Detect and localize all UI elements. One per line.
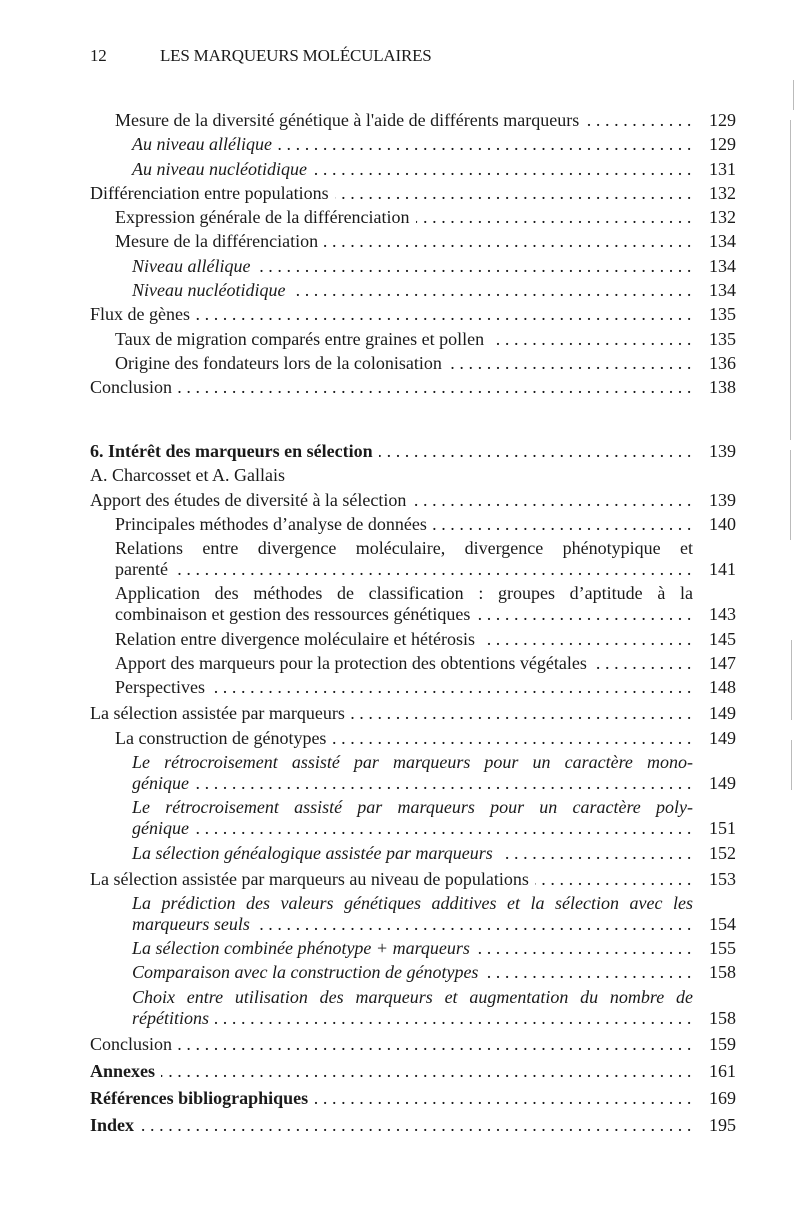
toc-page-number: 131: [709, 158, 736, 179]
dot-leader: [448, 353, 696, 374]
toc-entry[interactable]: [90, 1115, 736, 1136]
toc-entry-title: La construction de génotypes: [115, 727, 327, 748]
toc-page-number: 149: [709, 727, 736, 748]
toc-entry-title: Niveau allélique: [132, 255, 251, 276]
toc-entry-title: répétitions: [132, 1007, 209, 1028]
toc-page-number: 143: [709, 604, 736, 625]
dot-leader: [593, 653, 696, 674]
scan-edge-mark: [791, 640, 792, 720]
toc-entry-row: [132, 280, 736, 301]
toc-page-number: 152: [709, 842, 736, 863]
toc-entry[interactable]: [90, 538, 736, 580]
toc-entry-row: [115, 207, 736, 228]
scan-edge-mark: [793, 80, 794, 110]
dot-leader: [278, 134, 696, 155]
toc-entry-row: [115, 110, 736, 131]
dot-leader: [140, 1115, 696, 1136]
toc-entry-title-line: Le rétrocroisement assisté par marqueurs pour un caractère poly-: [132, 797, 693, 818]
toc-entry-row: [115, 353, 736, 374]
toc-page-number: 158: [709, 962, 736, 983]
toc-entry-title: La sélection généalogique assistée par marqueurs: [132, 842, 493, 863]
dot-leader: [490, 329, 696, 350]
toc-entry[interactable]: [90, 797, 736, 839]
toc-entry-row: [115, 604, 736, 625]
dot-leader: [499, 843, 696, 864]
toc-entry[interactable]: [90, 869, 736, 890]
toc-entry-row: [115, 231, 736, 252]
toc-entry-title-line: Le rétrocroisement assisté par marqueurs pour un caractère mono-: [132, 751, 693, 772]
toc-entry-title-line: Relations entre divergence moléculaire, divergence phénotypique et: [115, 538, 693, 559]
toc-entry[interactable]: [90, 465, 736, 486]
toc-page-number: 135: [709, 328, 736, 349]
toc-entry-title: 6. Intérêt des marqueurs en sélection: [90, 441, 373, 461]
toc-entry[interactable]: [90, 514, 736, 535]
toc-entry[interactable]: [90, 677, 736, 698]
toc-entry-row: [132, 914, 736, 935]
toc-entry-title: A. Charcosset et A. Gallais: [90, 465, 285, 486]
dot-leader: [484, 962, 696, 983]
dot-leader: [416, 207, 696, 228]
dot-leader: [161, 1061, 696, 1082]
toc-entry-row: [115, 329, 736, 350]
dot-leader: [195, 773, 696, 794]
toc-entry-row: [115, 653, 736, 674]
dot-leader: [535, 869, 696, 890]
toc-entry-row: [90, 869, 736, 890]
toc-entry[interactable]: [90, 1088, 736, 1109]
toc-entry-row: [90, 441, 736, 462]
dot-leader: [314, 1088, 696, 1109]
toc-entry-title: parenté: [115, 559, 168, 580]
toc-entry[interactable]: [90, 110, 736, 131]
toc-entry-row: [90, 703, 736, 724]
toc-entry[interactable]: [90, 893, 736, 935]
toc-page-number: 155: [709, 938, 736, 959]
dot-leader: [433, 514, 696, 535]
toc-page-number: 195: [709, 1114, 736, 1135]
toc-page-number: 134: [709, 280, 736, 301]
toc-entry-title: La sélection assistée par marqueurs: [90, 703, 345, 724]
toc-entry-row: [132, 773, 736, 794]
toc-entry-title: Index: [90, 1114, 135, 1135]
toc-entry-title: Conclusion: [90, 377, 173, 398]
running-title: LES MARQUEURS MOLÉCULAIRES: [160, 46, 432, 65]
page-number: 12: [90, 46, 107, 65]
toc-entry-title: Conclusion: [90, 1033, 173, 1054]
toc-entry-row: [132, 818, 736, 839]
toc-page-number: 138: [709, 377, 736, 398]
dot-leader: [324, 231, 696, 252]
toc-entry-row: [115, 629, 736, 650]
dot-leader: [178, 1034, 696, 1055]
toc-page-number: 129: [709, 134, 736, 155]
toc-entry-title: génique: [132, 772, 189, 793]
toc-entry-row: [90, 465, 736, 486]
toc-entry-row: [132, 134, 736, 155]
toc-entry-row: [132, 159, 736, 180]
toc-entry-row: [132, 962, 736, 983]
toc-page-number: 140: [709, 513, 736, 534]
toc-entry-title: génique: [132, 818, 189, 839]
running-header: [90, 46, 432, 66]
toc-entry-row: [90, 1115, 736, 1136]
toc-entry-title-line: Application des méthodes de classification : groupes d’aptitude à la: [115, 583, 693, 604]
toc-page-number: 148: [709, 677, 736, 698]
toc-entry[interactable]: [90, 653, 736, 674]
toc-entry[interactable]: [90, 353, 736, 374]
toc-entry-title: Principales méthodes d’analyse de données: [115, 513, 427, 534]
toc-entry-title: Flux de gènes: [90, 304, 190, 325]
toc-entry[interactable]: [90, 256, 736, 277]
toc-page-number: 154: [709, 913, 736, 934]
toc-page-number: 159: [709, 1033, 736, 1054]
dot-leader: [332, 728, 696, 749]
toc-entry[interactable]: [90, 938, 736, 959]
toc-page-number: 158: [709, 1007, 736, 1028]
toc-page-number: 161: [709, 1060, 736, 1081]
toc-page-number: 147: [709, 653, 736, 674]
toc-entry-title-line: Choix entre utilisation des marqueurs et augmentation du nombre de: [132, 986, 693, 1007]
toc-entry-title: combinaison et gestion des ressources génétiques: [115, 604, 471, 625]
scan-edge-mark: [790, 450, 791, 540]
dot-leader: [585, 110, 696, 131]
toc-entry-row: [132, 843, 736, 864]
toc-entry-title: Comparaison avec la construction de génotypes: [132, 962, 479, 983]
dot-leader: [313, 159, 696, 180]
toc-entry[interactable]: [90, 583, 736, 625]
toc-entry-row: [90, 1088, 736, 1109]
toc-page-number: 169: [709, 1087, 736, 1108]
toc-page-number: 139: [709, 489, 736, 510]
toc-entry[interactable]: [90, 280, 736, 301]
toc-entry[interactable]: [90, 207, 736, 228]
dot-leader: [195, 818, 696, 839]
toc-section-chapter-5-continued: [90, 110, 736, 402]
toc-entry[interactable]: [90, 329, 736, 350]
dot-leader: [174, 559, 696, 580]
toc-entry-row: [132, 256, 736, 277]
toc-entry[interactable]: [90, 629, 736, 650]
toc-entry-title: La sélection combinée phénotype + marqueurs: [132, 938, 470, 959]
toc-page-number: 129: [709, 110, 736, 130]
dot-leader: [211, 677, 696, 698]
scan-edge-mark: [791, 740, 792, 790]
toc-entry-title: La sélection assistée par marqueurs au niveau de populations: [90, 868, 529, 889]
dot-leader: [379, 441, 696, 462]
dot-leader: [178, 377, 696, 398]
toc-section-chapter-6: [90, 441, 736, 1139]
toc-entry[interactable]: [90, 183, 736, 204]
toc-page-number: 139: [709, 441, 736, 461]
toc-entry[interactable]: [90, 490, 736, 511]
toc-entry-row: [90, 1061, 736, 1082]
scan-edge-mark: [790, 120, 791, 440]
toc-entry-row: [115, 677, 736, 698]
toc-entry[interactable]: [90, 1034, 736, 1055]
toc-entry[interactable]: [90, 962, 736, 983]
toc-entry-title: Au niveau allélique: [132, 134, 272, 155]
toc-entry-title: Mesure de la différenciation: [115, 231, 319, 252]
dot-leader: [351, 703, 696, 724]
toc-entry-title: Au niveau nucléotidique: [132, 158, 307, 179]
toc-entry-row: [115, 514, 736, 535]
toc-entry-row: [90, 1034, 736, 1055]
toc-page-number: 136: [709, 352, 736, 373]
toc-entry-title: Taux de migration comparés entre graines et pollen: [115, 328, 485, 349]
toc-entry-title: Mesure de la diversité génétique à l'aide de différents marqueurs: [115, 110, 580, 130]
toc-entry[interactable]: [90, 987, 736, 1029]
toc-entry-title-line: La prédiction des valeurs génétiques additives et la sélection avec les: [132, 892, 693, 913]
toc-page-number: 141: [709, 559, 736, 580]
toc-page-number: 145: [709, 628, 736, 649]
dot-leader: [291, 280, 696, 301]
dot-leader: [196, 304, 696, 325]
toc-entry[interactable]: [90, 441, 736, 462]
toc-page-number: 134: [709, 231, 736, 252]
toc-page-number: 151: [709, 818, 736, 839]
toc-entry[interactable]: [90, 843, 736, 864]
toc-entry[interactable]: [90, 1061, 736, 1082]
toc-page-number: 135: [709, 304, 736, 325]
toc-entry-title: Apport des marqueurs pour la protection des obtentions végétales: [115, 653, 587, 674]
toc-entry[interactable]: [90, 377, 736, 398]
toc-entry[interactable]: [90, 728, 736, 749]
dot-leader: [256, 256, 696, 277]
dot-leader: [256, 914, 696, 935]
toc-entry-title: Origine des fondateurs lors de la colonisation: [115, 352, 442, 373]
toc-entry-title: Niveau nucléotidique: [132, 280, 286, 301]
dot-leader: [481, 629, 696, 650]
toc-page-number: 149: [709, 772, 736, 793]
toc-entry[interactable]: [90, 703, 736, 724]
dot-leader: [476, 604, 696, 625]
dot-leader: [335, 183, 696, 204]
dot-leader: [215, 1008, 696, 1029]
toc-entry[interactable]: [90, 752, 736, 794]
toc-page-number: 134: [709, 255, 736, 276]
toc-entry-title: Différenciation entre populations: [90, 182, 329, 203]
toc-entry-row: [132, 938, 736, 959]
dot-leader: [476, 938, 696, 959]
toc-entry-title: Références bibliographiques: [90, 1087, 309, 1108]
toc-entry-row: [115, 559, 736, 580]
toc-page-number: 132: [709, 207, 736, 228]
toc-page-number: 153: [709, 868, 736, 889]
toc-entry-row: [90, 183, 736, 204]
toc-entry-title: marqueurs seuls: [132, 913, 250, 934]
toc-entry-row: [132, 1008, 736, 1029]
toc-page-number: 132: [709, 182, 736, 203]
dot-leader: [412, 490, 696, 511]
toc-entry-title: Perspectives: [115, 677, 205, 698]
toc-entry-row: [90, 304, 736, 325]
toc-entry-title: Apport des études de diversité à la sélection: [90, 489, 407, 510]
toc-entry[interactable]: [90, 231, 736, 252]
toc-entry[interactable]: [90, 304, 736, 325]
toc-entry-title: Annexes: [90, 1060, 156, 1081]
toc-entry-row: [90, 377, 736, 398]
toc-entry-title: Expression générale de la différenciation: [115, 207, 410, 228]
toc-entry-row: [90, 490, 736, 511]
toc-entry[interactable]: [90, 159, 736, 180]
toc-page-number: 149: [709, 703, 736, 724]
toc-entry-title: Relation entre divergence moléculaire et hétérosis: [115, 628, 476, 649]
toc-entry[interactable]: [90, 134, 736, 155]
toc-entry-row: [115, 728, 736, 749]
